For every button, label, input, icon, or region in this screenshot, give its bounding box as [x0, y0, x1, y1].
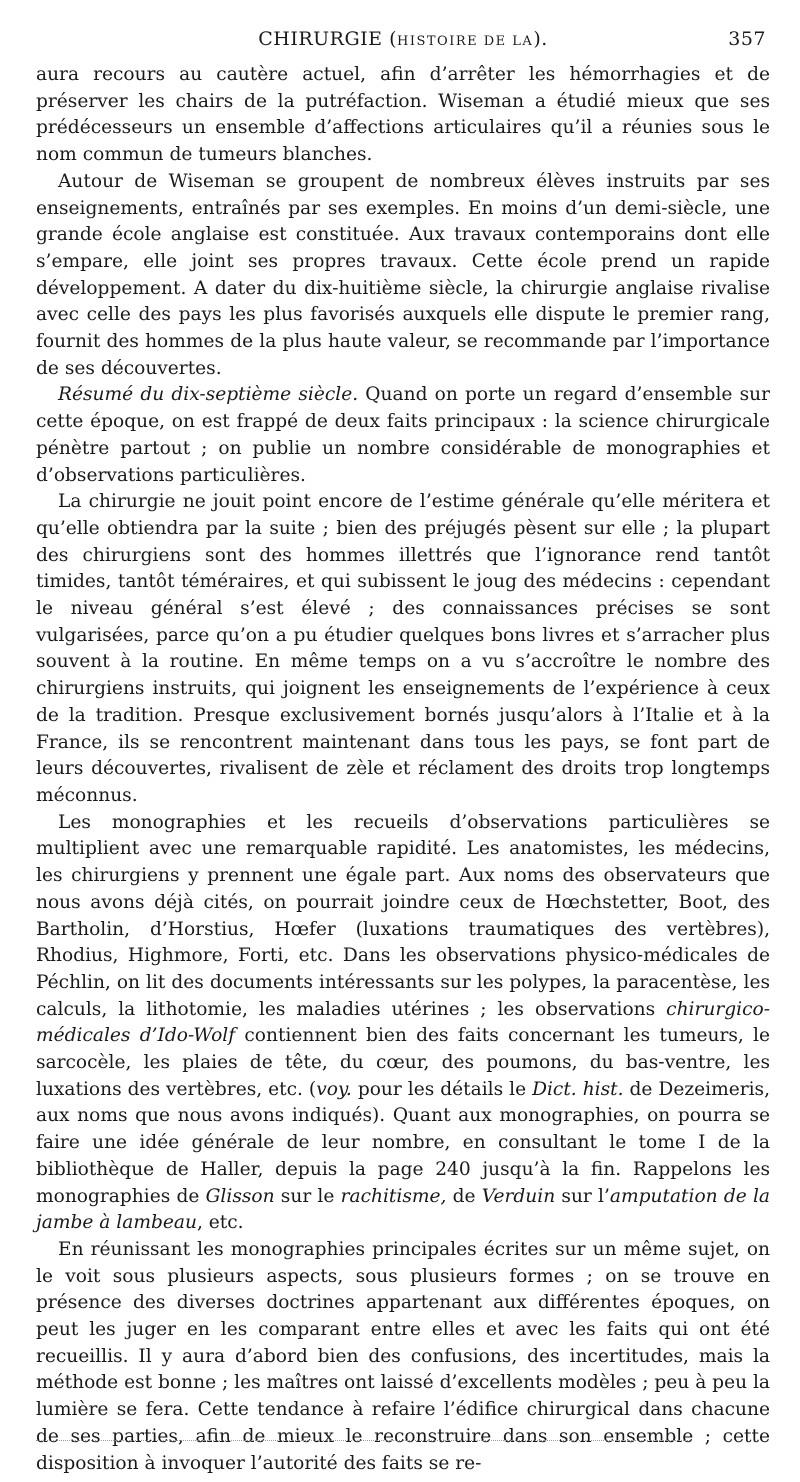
- running-title-open: (: [382, 28, 397, 50]
- section-heading-italic: Résumé du dix-septième siècle.: [58, 384, 359, 406]
- text-run: , etc.: [196, 1212, 244, 1234]
- paragraph-surgery-status: La chirurgie ne jouit point encore de l’estime générale qu’elle méritera et qu’elle obtiendra par la suite ; bien des préjugés pèsent sur elle ; la plupart des chirurgiens sont des hommes illettrés que l’ignorance rend tantôt timides, tantôt téméraires, et qui subissent le joug des médecins : cependant le niveau général s’est élevé ; des connaissances précises se sont vulgarisées, parce qu’on a pu étudier quelques bons livres et s’arracher plus souvent à la routine. En même temps on a vu s’accroître le nombre des chirurgiens instruits, qui joignent les enseignements de l’expérience à ceux de la tradition. Presque exclusivement bornés jusqu’alors à l’Italie et à la France, ils se rencontrent maintenant dans tous les pays, se font part de leurs découvertes, rivalisent de zèle et réclament des droits trop longtemps méconnus.: [36, 491, 770, 806]
- text-run: de Dezeimeris, aux noms que nous avons indiqués). Quant aux monographies, on pourra se faire une idée générale de leur nombre, en consultant le tome I de la bibliothèque de Haller, depuis la page 240 jusqu’à la fin. Rappelons les monographies de: [36, 1078, 770, 1207]
- paragraph-continuation: aura recours au cautère actuel, afin d’arrêter les hémorrhagies et de préserver les chairs de la putréfaction. Wiseman a étudié mieux que ses prédécesseurs un ensemble d’affections articulaires qu’il a réunies sous le nom commun de tumeurs blanches.: [36, 64, 770, 166]
- paragraph-monographs: [36, 810, 770, 1237]
- running-title-close: ).: [533, 28, 548, 50]
- paragraph-wiseman-school: Autour de Wiseman se groupent de nombreux élèves instruits par ses enseignements, entraînés par ses exemples. En moins d’un demi-siècle, une grande école anglaise est constituée. Aux travaux contemporains dont elle s’empare, elle joint ses propres travaux. Cette école prend un rapide développement. A dater du dix-huitième siècle, la chirurgie anglaise rivalise avec celle des pays les plus favorisés auxquels elle dispute le premier rang, fournit des hommes de la plus haute valeur, se recommande par l’importance de ses découvertes.: [36, 170, 770, 379]
- italic-run: Glisson: [205, 1185, 275, 1207]
- text-run: Les monographies et les recueils d’observations particulières se multiplient avec une remarquable rapidité. Les anatomistes, les médecins, les chirurgiens y prennent une égale part. Aux noms des observateurs que nous avons déjà cités, on pourrait joindre ceux de Hœchstetter, Boot, des Bartholin, d’Horstius, Hœfer (luxations traumatiques des vertèbres), Rhodius, Highmore, Forti, etc. Dans les observations physico-médicales de Péchlin, on lit des documents intéressants sur les polypes, la paracentèse, les calculs, la lithotomie, les maladies utérines ; les observations: [36, 811, 770, 1020]
- italic-run: Verduin: [481, 1185, 556, 1207]
- italic-run: Dict. hist.: [532, 1078, 624, 1100]
- text-run: contiennent bien des faits concernant les tumeurs, le sarcocèle, les plaies de tête, du cœur, des poumons, du bas-ventre, les luxations des vertèbres, etc. (: [36, 1025, 770, 1100]
- running-title: [36, 28, 770, 50]
- text-run: sur l’: [555, 1185, 610, 1207]
- italic-run: rachitisme,: [340, 1185, 447, 1207]
- italic-run: amputation de la jambe à lambeau: [36, 1185, 770, 1234]
- footer-dotted-rule: [36, 1440, 690, 1441]
- body-text: [36, 62, 770, 1477]
- running-head: [36, 28, 770, 54]
- running-title-small-caps: HISTOIRE DE LA: [396, 34, 534, 49]
- text-run: de: [446, 1185, 482, 1207]
- text-run: pour les détails le: [351, 1078, 533, 1100]
- italic-run: chirurgico-médicales d’Ido-Wolf: [36, 998, 770, 1047]
- text-run: sur le: [274, 1185, 341, 1207]
- running-title-main: CHIRURGIE: [258, 28, 383, 50]
- page-number: 357: [728, 28, 766, 50]
- paragraph-resume: [36, 382, 770, 489]
- paragraph-method: En réunissant les monographies principales écrites sur un même sujet, on le voit sous plusieurs aspects, sous plusieurs formes ; on se trouve en présence des diverses doctrines appartenant aux différentes époques, on peut les juger en les comparant entre elles et avec les faits qui ont été recueillis. Il y aura d’abord bien des confusions, des incertitudes, mais la méthode est bonne ; les maîtres ont laissé d’excellents modèles ; peu à peu la lumière se fera. Cette tendance à refaire l’édifice chirurgical dans chacune de ses parties, afin de mieux le reconstruire dans son ensemble ; cette disposition à invoquer l’autorité des faits se re-: [36, 1238, 771, 1474]
- italic-run: voy.: [316, 1078, 352, 1100]
- paragraph-resume-text: Quand on porte un regard d’ensemble sur cette époque, on est frappé de deux faits principaux : la science chirurgicale pénètre partout ; on publie un nombre considérable de monographies et d’observations particulières.: [36, 384, 770, 486]
